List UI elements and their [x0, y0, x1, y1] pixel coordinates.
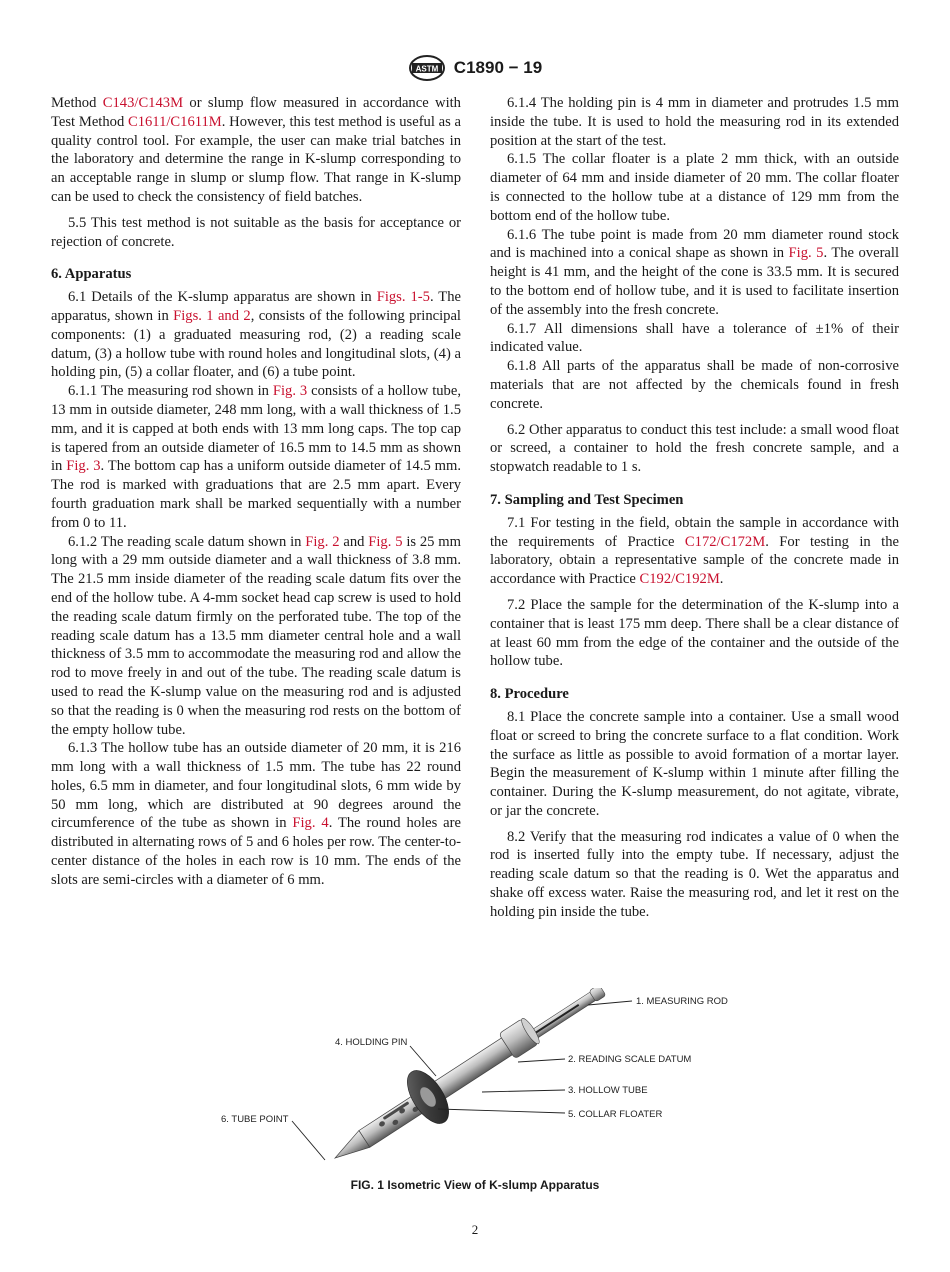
label-holding-pin: 4. HOLDING PIN	[335, 1037, 408, 1048]
page-header	[0, 54, 950, 84]
link-figs-1-and-2[interactable]: Figs. 1 and 2	[173, 307, 251, 324]
link-fig-5-right[interactable]: Fig. 5	[788, 245, 824, 262]
paragraph-7-2: 7.2 Place the sample for the determination of the K-slump into a container that is least 175 mm deep. There shall be a clear distance of at least 60 mm from the edge of the container and the outside of the hollow tube.	[490, 596, 899, 670]
link-fig-5[interactable]: Fig. 5	[368, 533, 403, 550]
right-column	[490, 94, 899, 922]
section-heading-procedure: 8. Procedure	[490, 686, 569, 703]
link-fig-3-second[interactable]: Fig. 3	[66, 458, 101, 475]
paragraph-8-1: 8.1 Place the concrete sample into a container. Use a small wood float or screed to bring the concrete surface to a flat condition. Work the surface as little as possible to avoid formation of a mortar layer. Begin the measurement of K-slump within 1 minute after filling the container. During the K-slump measurement, do not agitate, vibrate, or jar the concrete.	[490, 708, 899, 819]
svg-text:ASTM: ASTM	[415, 64, 439, 74]
link-figs-1-5[interactable]: Figs. 1-5	[376, 289, 430, 306]
paragraph-6-1-1: 6.1.1 The measuring rod shown in Fig. 3 consists of a hollow tube, 13 mm in outside diameter, 248 mm long, with a wall thickness of 1.5 mm, and it is capped at both ends with 13 mm long caps. The top cap is tapered from an outside diameter of 16.5 mm to 14.5 mm as shown in Fig. 3. The bottom cap has a uniform outside diameter of 14.5 mm. The rod is marked with graduations that are 2.5 mm apart. Every fourth graduation mark shall be marked sequentially with a number from 0 to 11.	[51, 383, 462, 531]
page-number: 2	[471, 1222, 479, 1237]
figure-caption: FIG. 1 Isometric View of K-slump Apparatus	[350, 1178, 600, 1192]
link-c1611[interactable]: C1611/C1611M	[127, 113, 222, 130]
link-c172[interactable]: C172/C172M	[684, 533, 766, 550]
link-fig-3[interactable]: Fig. 3	[272, 383, 308, 400]
paragraph-6-1-7: 6.1.7 All dimensions shall have a tolerance of ±1% of their indicated value.	[490, 320, 899, 356]
document-designation: C1890 − 19	[453, 58, 543, 77]
paragraph-6-1-2: 6.1.2 The reading scale datum shown in Fig. 2 and Fig. 5 is 25 mm long with a 29 mm outside diameter and a wall thickness of 3.8 mm. The 21.5 mm inside diameter of the reading scale datum fits over the end of the hollow tube. A 4-mm socket head cap screw is used to hold the reading scale datum firmly on the perforated tube. The top of the reading scale datum has a 13.5 mm diameter central hole and a wall thickness of 3.5 mm to accommodate the measuring rod and allow the rod to move freely in and out of the tube. The reading scale datum is used to read the K-slump value on the measuring rod and is adjusted so that the reading is 0 when the measuring rod rests on the bottom of the empty hollow tube.	[51, 533, 462, 738]
paragraph-8-2: 8.2 Verify that the measuring rod indicates a value of 0 when the rod is inserted fully into the empty tube. If necessary, adjust the reading scale datum so that the reading is 0. Wet the apparatus and shake off excess water. Raise the measuring rod, and let it rest on the holding pin inside the tube.	[490, 828, 899, 920]
label-hollow-tube: 3. HOLLOW TUBE	[568, 1085, 648, 1096]
link-c143[interactable]: C143/C143M	[102, 95, 184, 111]
link-fig-4[interactable]: Fig. 4	[292, 815, 329, 832]
paragraph-6-2: 6.2 Other apparatus to conduct this test include: a small wood float or screed, a container to hold the fresh concrete sample, and a stopwatch readable to 1 s.	[490, 421, 899, 476]
link-c192[interactable]: C192/C192M	[639, 571, 720, 588]
figure-1	[200, 988, 760, 1173]
link-fig-2[interactable]: Fig. 2	[305, 533, 340, 550]
k-slump-apparatus-drawing	[200, 988, 760, 1173]
paragraph-6-1-3: 6.1.3 The hollow tube has an outside diameter of 20 mm, it is 216 mm long with a wall thickness of 1.5 mm. The tube has 22 round holes, 6.5 mm in diameter, and four longitudinal slots, 6 mm wide by 50 mm long, which are distributed at 90 degrees around the circumference of the tube as shown in Fig. 4. The round holes are distributed in alternating rows of 5 and 6 holes per row. The center-to-center distance of the holes in each row is 10 mm. The ends of the slots are semi-circles with a diameter of 6 mm.	[51, 740, 461, 888]
section-heading-apparatus: 6. Apparatus	[51, 266, 132, 283]
paragraph-5-5: 5.5 This test method is not suitable as the basis for acceptance or rejection of concrete.	[51, 214, 461, 250]
label-reading-scale-datum: 2. READING SCALE DATUM	[568, 1054, 692, 1065]
section-heading-sampling: 7. Sampling and Test Specimen	[490, 491, 684, 508]
paragraph-6-1-5: 6.1.5 The collar floater is a plate 2 mm thick, with an outside diameter of 64 mm and inside diameter of 20 mm. The collar floater is connected to the hollow tube at a distance of 129 mm from the bottom end of the hollow tube.	[490, 151, 899, 224]
paragraph-7-1: 7.1 For testing in the field, obtain the sample in accordance with the requirements of Practice C172/C172M. For testing in the laboratory, obtain a representative sample of the concrete made in accordance with Practice C192/C192M.	[490, 514, 899, 588]
label-tube-point: 6. TUBE POINT	[221, 1114, 289, 1125]
paragraph-6-1-8: 6.1.8 All parts of the apparatus shall be made of non-corrosive materials that are not affected by the chemicals found in fresh concrete.	[490, 358, 899, 412]
label-measuring-rod: 1. MEASURING ROD	[636, 996, 728, 1007]
paragraph-6-1: 6.1 Details of the K-slump apparatus are shown in Figs. 1-5. The apparatus, shown in Figs. 1 and 2, consists of the following principal components: (1) a graduated measuring rod, (2) a reading scale datum, (3) a hollow tube with round holes and longitudinal slots, (4) a holding pin, (5) a collar floater, and (6) a tube point.	[51, 289, 461, 381]
label-collar-floater: 5. COLLAR FLOATER	[568, 1109, 663, 1120]
paragraph-5-4-continued: Method C143/C143M or slump flow measured in accordance with Test Method C1611/C1611M. However, this test method is useful as a quality control tool. For example, the user can make trial batches in the laboratory and determine the range in K-slump corresponding to an acceptable range in slump or slump flow. That range in K-slump can be used to check the consistency of field batches.	[51, 95, 462, 205]
left-column	[51, 94, 461, 890]
paragraph-6-1-6: 6.1.6 The tube point is made from 20 mm diameter round stock and is machined into a conical shape as shown in Fig. 5. The overall height is 41 mm, and the height of the cone is 33.5 mm. It is secured to the bottom end of hollow tube, and it is used to facilitate insertion of the assembly into the fresh concrete.	[490, 226, 900, 318]
astm-logo-icon	[408, 54, 446, 82]
paragraph-6-1-4: 6.1.4 The holding pin is 4 mm in diameter and protrudes 1.5 mm inside the tube. It is used to hold the measuring rod in its extended position at the start of the test.	[490, 95, 899, 149]
